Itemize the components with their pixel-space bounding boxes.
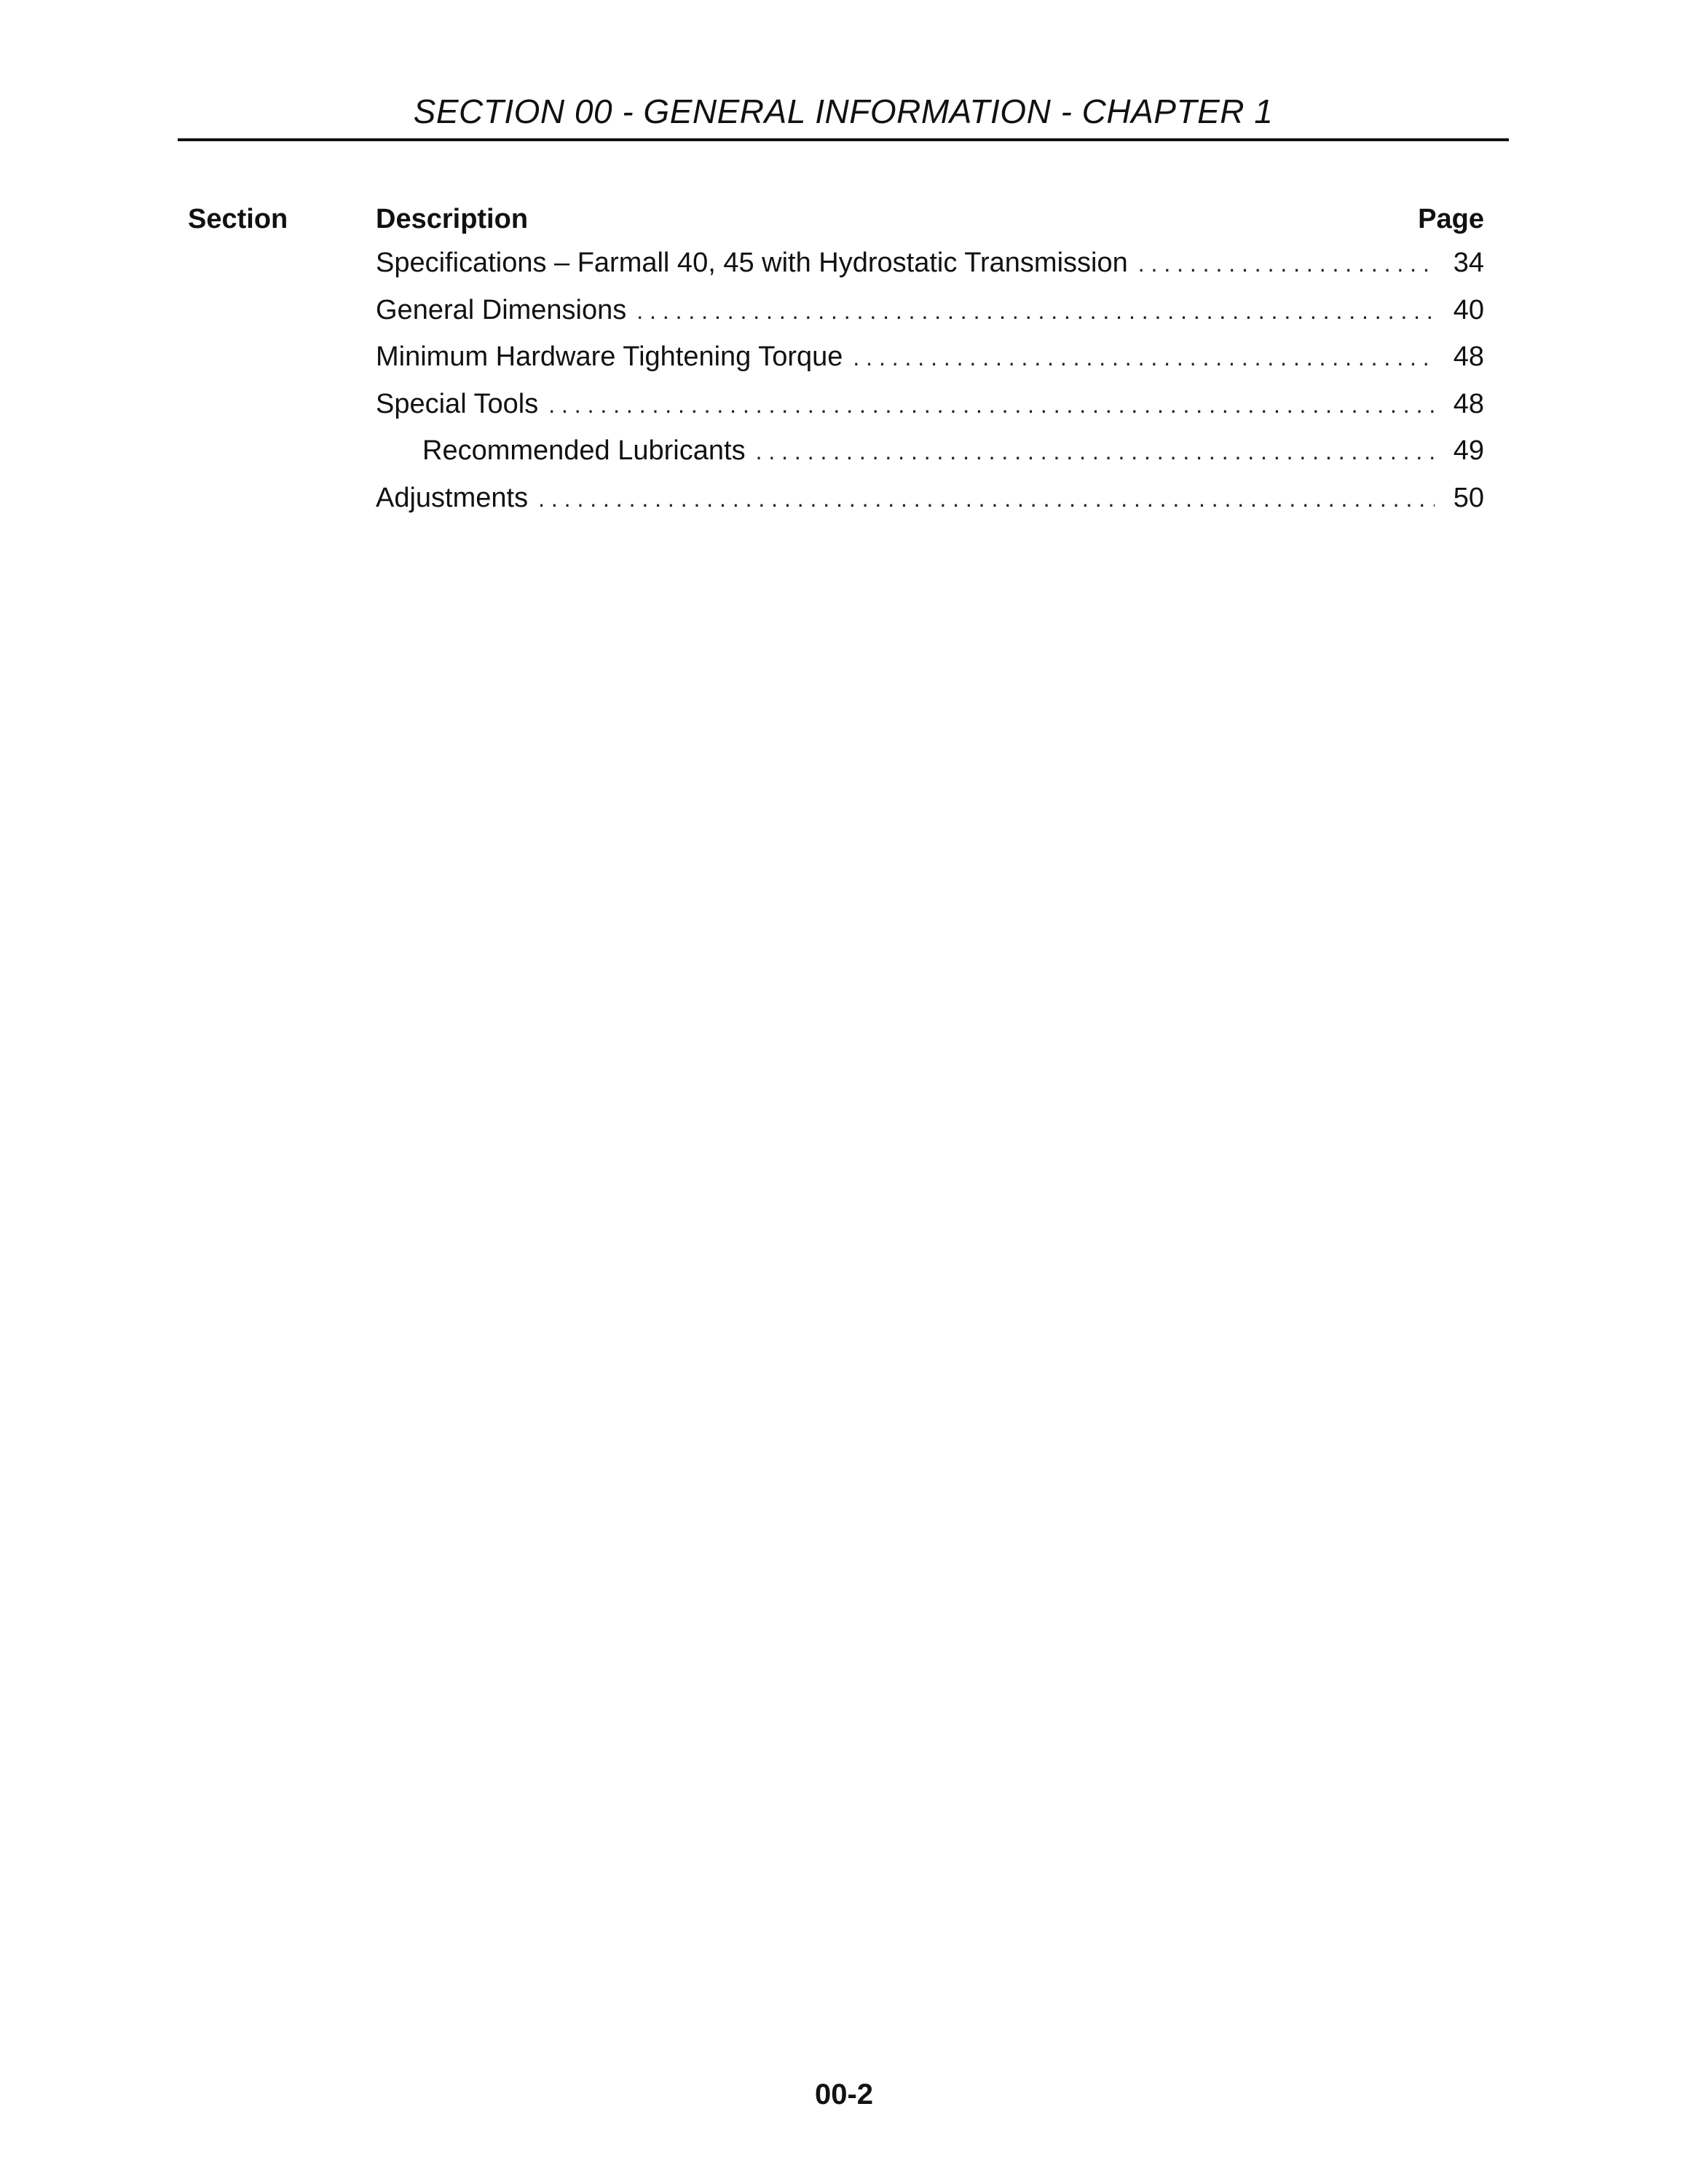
toc-entry-line bbox=[422, 435, 1484, 467]
toc-entry-page: 34 bbox=[1453, 248, 1484, 278]
column-header-description: Description bbox=[376, 204, 529, 234]
toc-entry-page: 48 bbox=[1453, 341, 1484, 372]
toc-entry-page: 40 bbox=[1453, 294, 1484, 325]
toc-entry-title: Specifications – Farmall 40, 45 with Hydrostatic Transmission bbox=[376, 248, 1128, 278]
toc-header-row bbox=[188, 197, 1484, 243]
toc-entry-line bbox=[376, 483, 1484, 514]
table-of-contents bbox=[188, 197, 1484, 525]
toc-entry-title: General Dimensions bbox=[376, 294, 627, 325]
toc-entry-specifications[interactable] bbox=[188, 243, 1484, 290]
page-number: 00-2 bbox=[814, 2078, 874, 2110]
column-header-page: Page bbox=[1418, 204, 1484, 234]
toc-entry-line bbox=[376, 295, 1484, 326]
toc-entry-line bbox=[376, 248, 1484, 279]
toc-entry-page: 48 bbox=[1453, 388, 1484, 419]
dot-leader bbox=[636, 298, 1435, 325]
chapter-header bbox=[178, 86, 1509, 141]
dot-leader bbox=[1138, 250, 1435, 277]
toc-entry-adjustments[interactable] bbox=[188, 478, 1484, 526]
dot-leader bbox=[548, 392, 1435, 419]
chapter-title: SECTION 00 - GENERAL INFORMATION - CHAPTER 1 bbox=[413, 92, 1274, 130]
dot-leader bbox=[756, 438, 1435, 465]
toc-entry-page: 49 bbox=[1453, 435, 1484, 466]
dot-leader bbox=[538, 486, 1435, 513]
toc-entry-title: Minimum Hardware Tightening Torque bbox=[376, 341, 843, 372]
toc-entry-title: Special Tools bbox=[376, 388, 539, 419]
toc-entry-line bbox=[376, 341, 1484, 373]
dot-leader bbox=[853, 344, 1435, 371]
toc-entry-general-dimensions[interactable] bbox=[188, 290, 1484, 338]
toc-entry-title: Adjustments bbox=[376, 482, 529, 513]
toc-entry-tightening-torque[interactable] bbox=[188, 337, 1484, 384]
toc-entry-page: 50 bbox=[1453, 482, 1484, 513]
toc-entry-special-tools[interactable] bbox=[188, 384, 1484, 432]
toc-entry-line bbox=[376, 389, 1484, 420]
column-header-section: Section bbox=[188, 204, 288, 234]
toc-entry-title: Recommended Lubricants bbox=[422, 435, 746, 466]
toc-entry-recommended-lubricants[interactable] bbox=[188, 431, 1484, 478]
